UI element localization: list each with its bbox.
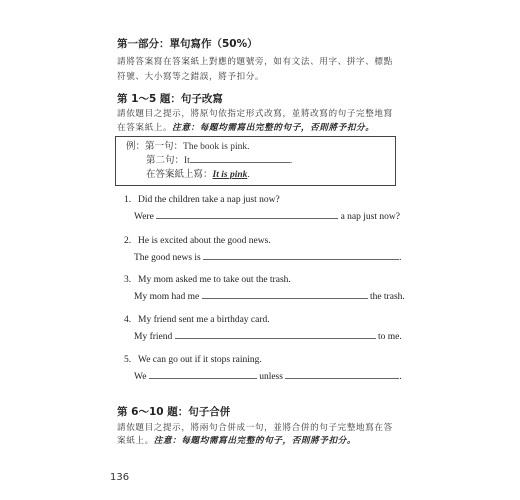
question-5-answer-line	[134, 368, 402, 382]
answer-end: .	[399, 372, 402, 382]
answer-blank	[156, 208, 338, 219]
section1-instructions-line2	[117, 121, 374, 133]
question-text: My mom asked me to take out the trash.	[138, 275, 291, 285]
answer-blank	[175, 328, 376, 339]
example-label2: 第二句：	[146, 155, 185, 166]
question-1-prompt	[124, 195, 280, 205]
question-number: 2.	[124, 236, 132, 246]
answer-blank	[285, 368, 399, 379]
example-line1	[126, 138, 250, 152]
question-number: 1.	[124, 195, 132, 205]
question-3-answer-line	[134, 288, 405, 302]
answer-start: The good news is	[134, 253, 201, 263]
example-label1: 例：第一句：	[126, 141, 184, 152]
part1-instructions-line1: 請將答案寫在答案紙上對應的題號旁，如有文法、用字、拼字、標點	[117, 57, 393, 67]
section2-heading: 第 6～10 題：句子合併	[117, 406, 231, 418]
answer-blank	[202, 288, 368, 299]
answer-start: Were	[134, 212, 154, 222]
answer-end: the trash.	[369, 292, 405, 302]
example-sentence1: The book is pink.	[183, 142, 250, 152]
section2-note: 注意：每題均需寫出完整的句子，否則將予扣分。	[153, 436, 357, 446]
question-text: We can go out if it stops raining.	[138, 355, 262, 365]
section1-note: 注意：每題均需寫出完整的句子，否則將予扣分。	[172, 123, 375, 133]
example-answer: It is pink	[212, 170, 248, 180]
question-3-prompt	[124, 275, 291, 285]
answer-end: a nap just now?	[340, 212, 400, 222]
answer-start: We	[134, 372, 147, 382]
example-label3: 在答案紙上寫：	[146, 169, 213, 180]
section2-instructions-prefix: 案紙上。	[117, 436, 154, 446]
answer-start: My friend	[134, 332, 173, 342]
section2-instructions-line2	[117, 434, 356, 446]
example-answer-end: .	[247, 170, 250, 180]
question-5-prompt	[124, 355, 262, 365]
part1-heading: 第一部分：單句寫作（50%）	[117, 38, 258, 50]
answer-end: .	[399, 253, 402, 263]
section1-heading: 第 1～5 題：句子改寫	[117, 93, 223, 105]
example-blank	[190, 152, 290, 163]
question-text: Did the children take a nap just now?	[138, 195, 280, 205]
section1-instructions-line1: 請依題目之提示，將原句依指定形式改寫，並將改寫的句子完整地寫	[117, 109, 393, 119]
answer-blank	[149, 368, 257, 379]
answer-end: to me.	[378, 332, 402, 342]
section1-instructions-prefix: 在答案紙上。	[117, 123, 173, 133]
question-2-answer-line	[134, 249, 402, 263]
question-text: He is excited about the good news.	[138, 236, 271, 246]
example-line2	[146, 152, 292, 166]
answer-blank	[203, 249, 399, 260]
question-2-prompt	[124, 236, 271, 246]
question-4-prompt	[124, 315, 270, 325]
question-1-answer-line	[134, 208, 400, 222]
question-number: 3.	[124, 275, 132, 285]
section2-instructions-line1: 請依題目之提示，將兩句合併成一句，並將合併的句子完整地寫在答	[117, 423, 393, 433]
question-number: 5.	[124, 355, 132, 365]
question-4-answer-line	[134, 328, 402, 342]
answer-start: My mom had me	[134, 292, 200, 302]
answer-middle: unless	[259, 372, 283, 382]
question-number: 4.	[124, 315, 132, 325]
part1-instructions-line2: 符號、大小寫等之錯誤，將予扣分。	[117, 72, 265, 82]
example-sentence2-end: .	[289, 156, 293, 166]
question-text: My friend sent me a birthday card.	[138, 315, 270, 325]
page-number: 136	[110, 472, 130, 483]
example-sentence2-start: It	[184, 156, 190, 166]
example-line3	[146, 166, 250, 180]
